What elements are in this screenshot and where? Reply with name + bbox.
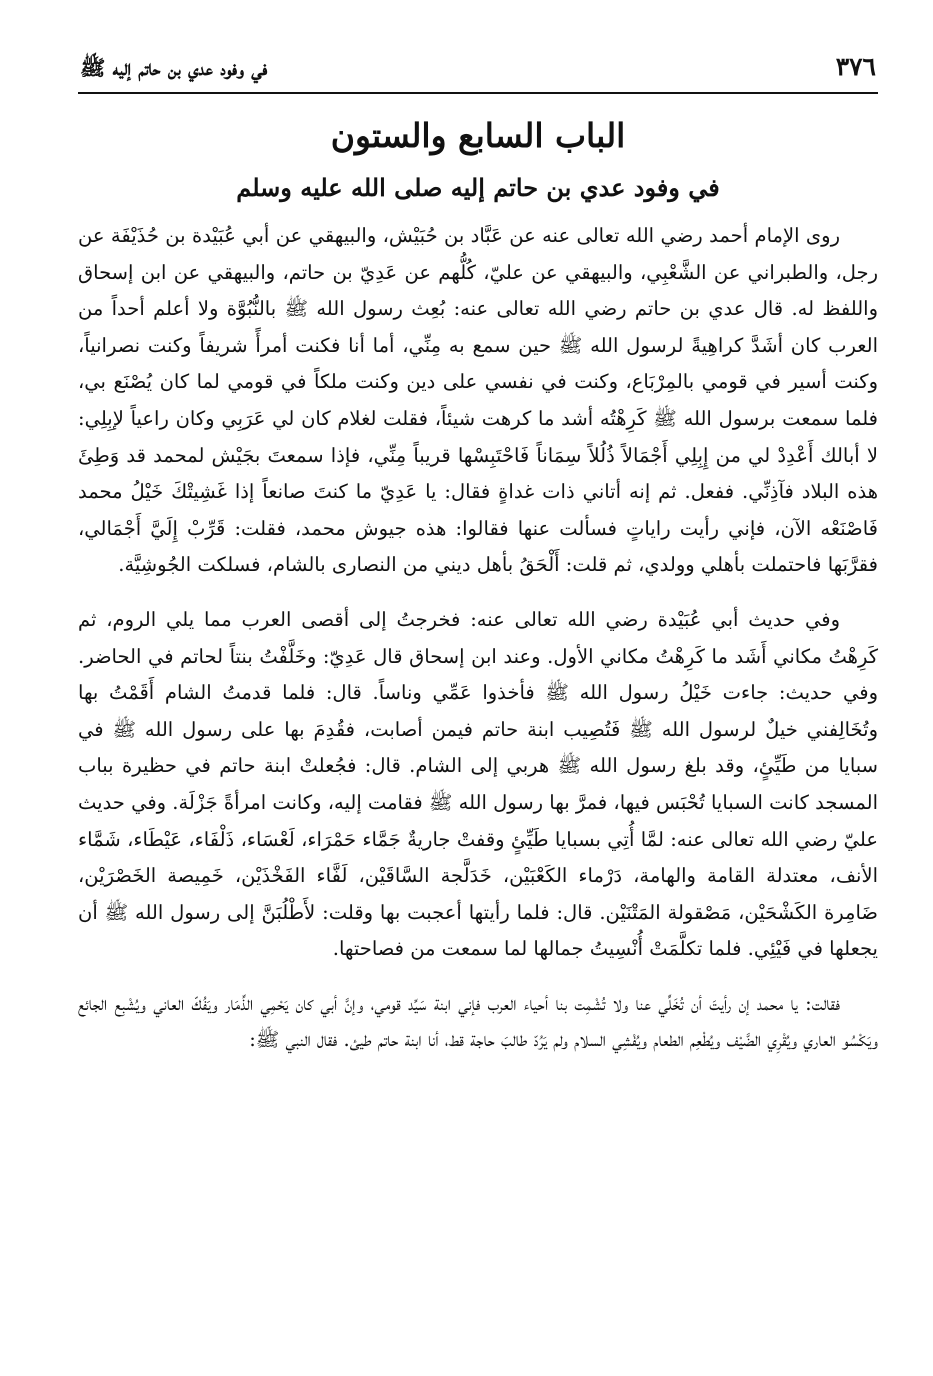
paragraph: وفي حديث أبي عُبَيْدة رضي الله تعالى عنه: فخرجتُ إلى أقصى العرب مما يلي الروم، ثم كَرِهْتُ مكاني أَشَد ما كَرِهْتُ مكاني الأول. وعند ابن إسحاق قال عَدِيّ: وخَلَّفْتُ بنتاً لحاتم في الحاضر. وفي حديث: جاءت خَيْلُ رسول الله ﷺ فأخذوا عَمِّي وناساً. قال: فلما قدمتُ الشام أَقَمْتُ بها وتُخَالِفني خيلٌ لرسول الله ﷺ فَتُصِيب ابنة حاتم فيمن أصابت، فقُدِمَ بها على رسول الله ﷺ في سبايا من طَيِّئٍ، وقد بلغ رسول الله ﷺ هربي إلى الشام. قال: فجُعلتْ ابنة حاتم في حظيرة بباب المسجد كانت السبايا تُحْبَس فيها، فمرَّ بها رسول الله ﷺ فقامت إليه، وكانت امرأةً جَزْلَة. وفي حديث عليّ رضي الله تعالى عنه: لمَّا أُتِي بسبايا طَيِّئٍ وقفتْ جاريةٌ جَمَّاء حَمْرَاء، لَعْسَاء، ذَلْفَاء، عَيْطَاء، شَمَّاء الأنف، معتدلة القامة والهامة، دَرْماء الكَعْبَيْن، خَدَلَّجة السَّاقَيْن، لَفَّاء الفَخْذَيْن، خَمِيصة الخَصْرَيْن، ضَامِرة الكَشْحَيْن، مَصْقولة المَتْنَيْن. قال: فلما رأيتها أعجبت بها وقلت: لأَطْلُبَنَّ إلى رسول الله ﷺ أن يجعلها في فَيْئِي. فلما تكلَّمَتْ أُنْسِيتُ جمالها لما سمعت من فصاحتها. [78, 607, 878, 961]
book-page [78, 46, 878, 1346]
chapter-subtitle: في وفود عدي بن حاتم إليه صلى الله عليه وسلم [236, 173, 720, 202]
paragraph: روى الإمام أحمد رضي الله تعالى عنه عن عَبَّاد بن حُبَيْش، والبيهقي عن أبي عُبَيْدة بن حُذَيْفَة عن رجل، والطبراني عن الشَّعْبِي، والبيهقي عن عليّ، كُلُّهم عن عَدِيّ بن حاتم، والبيهقي عن ابن إسحاق واللفظ له. قال عدي بن حاتم رضي الله تعالى عنه: بُعِث رسول الله ﷺ بالنُّبُوَّة ولا أعلم أحداً من العرب كان أشَدَّ كراهِيةً لرسول الله ﷺ حين سمع به مِنِّي، أما أنا فكنت أمرأً شريفاً وكنت نصرانياً، وكنت أسير في قومي بالمِرْبَاع، وكنت في نفسي على دين وكنت ملكاً في قومي لما كان يُصْنَع بي، فلما سمعت برسول الله ﷺ كَرِهْتُه أشد ما كرهت شيئاً، فقلت لغلام كان لي عَرَبِي وكان راعياً لإبِلِي: لا أبالك أَعْدِدْ لي من إِبِلِي أَجْمَالاً ذُلُلاً سِمَاناً فَاحْتَبِسْها قريباً مِنِّي، فإذا سمعتَ بجَيْش لمحمد قد وَطِئَ هذه البلاد فآذِنِّي. ففعل. ثم إنه أتاني ذات غداةٍ فقال: يا عَدِيّ ما كنتَ صانعاً إذا غَشِيتْكَ خَيْلُ محمد فَاصْنَعْه الآن، فإني رأيت راياتٍ فسألت عنها فقالوا: هذه جيوش محمد، فقلت: قَرِّبْ إِلَيَّ أَجْمَالي، فقرَّبَها فاحتملت بأهلي وولدي، ثم قلت: أَلْحَقُ بأهل ديني من النصارى بالشام، فسلكت الجُوشِيَّة. [78, 224, 878, 577]
paragraph: فقالت: يا محمد إن رأيتَ أن تُخَلِّي عنا ولا تُشْمِت بنا أحياء العرب فإني ابنة سَيِّد قومي، وإنَّ أبي كان يَحْمِي الذِّمَار ويَفُكّ العاني ويُشْبِع الجائع ويَكْسُو العاري ويُقْرِي الضَّيْف ويُطْعِم الطعام ويُفْشِي السلام ولم يَرُدّ طالبَ حاجة قط، أنا ابنة حاتم طيئ. فقال النبي ﷺ: [78, 991, 878, 1052]
chapter-title: الباب السابع والستون [330, 116, 626, 155]
running-header [78, 46, 878, 94]
running-title: في وفود عدي بن حاتم إليه ﷺ [80, 55, 268, 80]
page-number: ٣٧٦ [835, 52, 876, 81]
